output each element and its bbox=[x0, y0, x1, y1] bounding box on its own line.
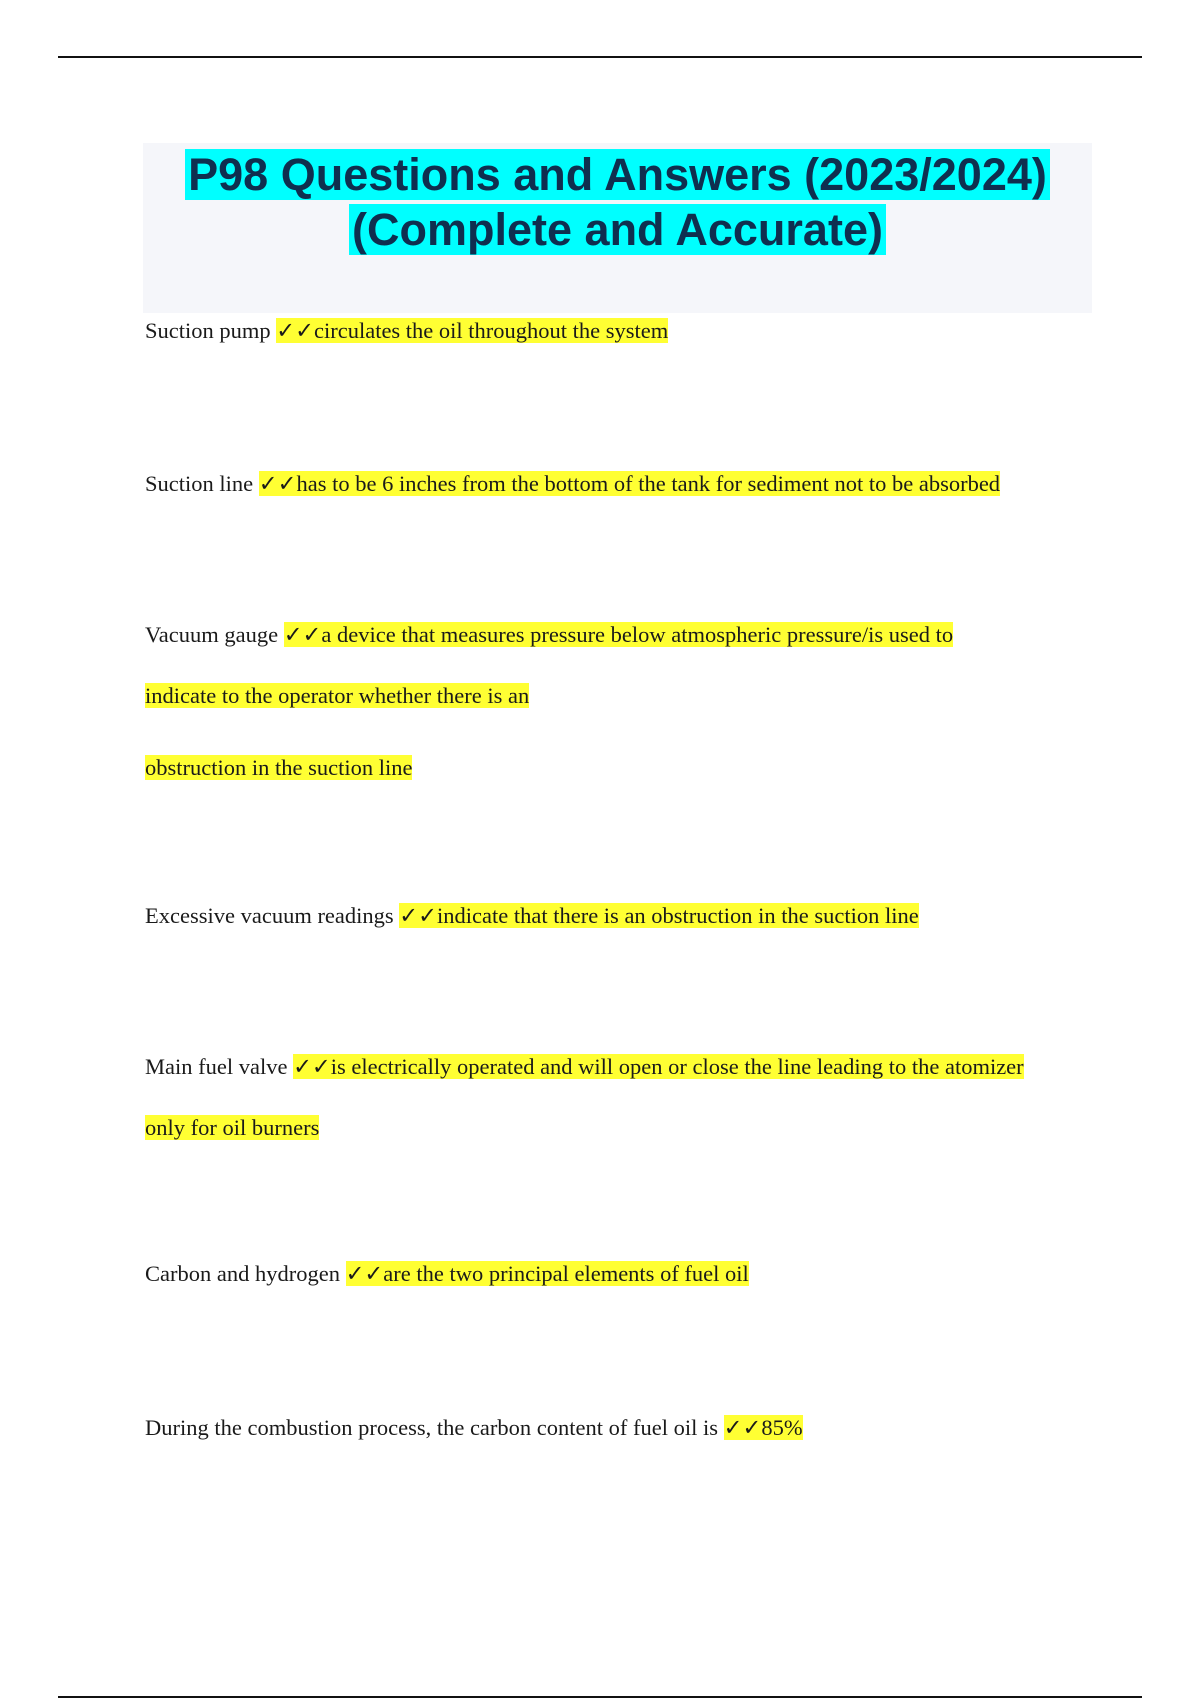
qa-item-suction-pump bbox=[145, 300, 1095, 361]
header-rule bbox=[58, 56, 1142, 58]
qa-item-carbon-hydrogen bbox=[145, 1243, 1095, 1304]
document-title-line-1: P98 Questions and Answers (2023/2024) bbox=[143, 143, 1092, 202]
qa-term: During the combustion process, the carbon content of fuel oil is bbox=[145, 1415, 718, 1440]
qa-term: Excessive vacuum readings bbox=[145, 903, 394, 928]
check-marks-icon: ✓✓ bbox=[723, 1415, 762, 1440]
qa-item-excessive-vacuum bbox=[145, 885, 1095, 946]
qa-answer: ✓✓circulates the oil throughout the system bbox=[276, 318, 669, 343]
qa-term: Carbon and hydrogen bbox=[145, 1261, 340, 1286]
qa-answer: ✓✓are the two principal elements of fuel oil bbox=[345, 1261, 749, 1286]
qa-answer-continued: only for oil burners bbox=[145, 1115, 320, 1140]
qa-item-vacuum-gauge bbox=[145, 604, 1095, 798]
check-marks-icon: ✓✓ bbox=[276, 318, 314, 343]
check-marks-icon: ✓✓ bbox=[258, 471, 297, 496]
title-block bbox=[143, 143, 1092, 313]
qa-term: Main fuel valve bbox=[145, 1054, 288, 1079]
qa-answer: ✓✓85% bbox=[723, 1415, 803, 1440]
qa-answer: ✓✓is electrically operated and will open or close the line leading to the atomizer bbox=[293, 1054, 1024, 1079]
check-marks-icon: ✓✓ bbox=[293, 1054, 331, 1079]
qa-item-carbon-content bbox=[145, 1397, 1095, 1458]
qa-item-main-fuel-valve bbox=[145, 1036, 1095, 1158]
document-title-line-2: (Complete and Accurate) bbox=[143, 202, 1092, 257]
qa-item-suction-line bbox=[145, 453, 1095, 514]
check-marks-icon: ✓✓ bbox=[283, 622, 322, 647]
qa-answer-continued: indicate to the operator whether there is an bbox=[145, 683, 530, 708]
qa-term: Suction line bbox=[145, 471, 254, 496]
qa-term: Suction pump bbox=[145, 318, 271, 343]
check-marks-icon: ✓✓ bbox=[345, 1261, 384, 1286]
qa-term: Vacuum gauge bbox=[145, 622, 279, 647]
qa-answer: ✓✓a device that measures pressure below atmospheric pressure/is used to bbox=[283, 622, 954, 647]
footer-rule bbox=[58, 1696, 1142, 1698]
qa-answer: ✓✓indicate that there is an obstruction in the suction line bbox=[399, 903, 919, 928]
check-marks-icon: ✓✓ bbox=[399, 903, 438, 928]
qa-answer: ✓✓has to be 6 inches from the bottom of the tank for sediment not to be absorbed bbox=[258, 471, 1001, 496]
qa-answer-continued: obstruction in the suction line bbox=[145, 755, 413, 780]
